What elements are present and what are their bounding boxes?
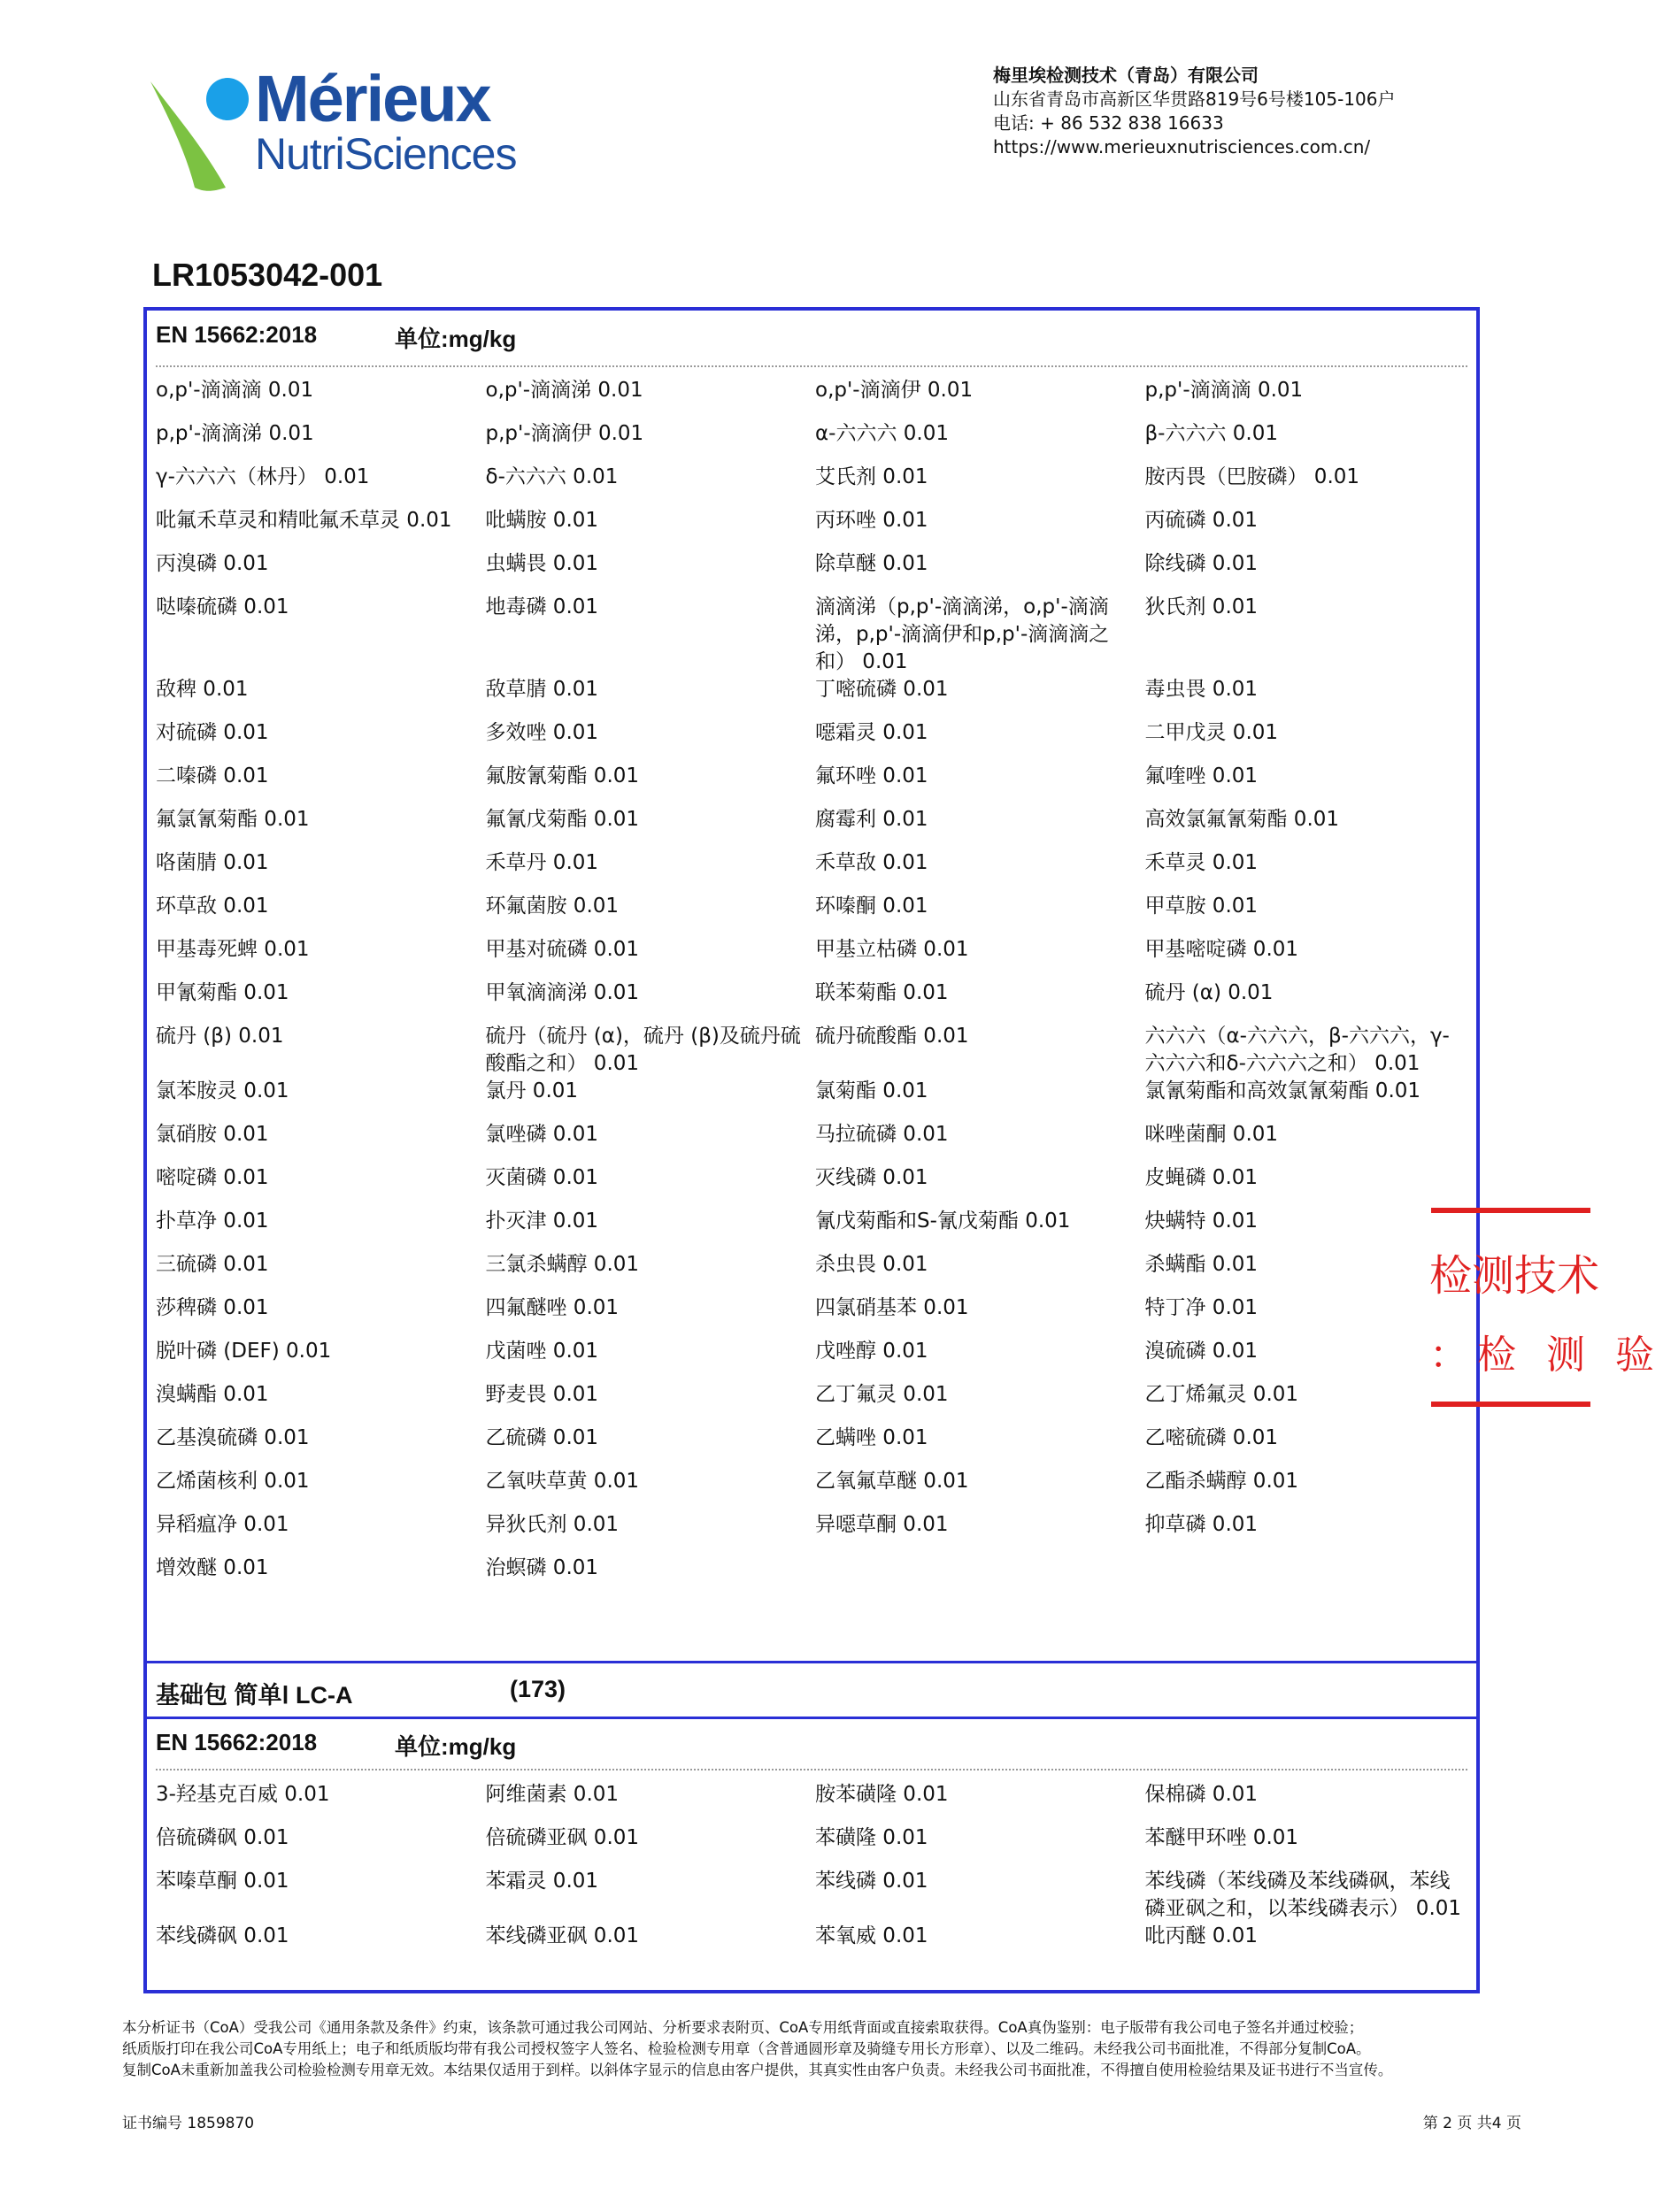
analyte-cell: 六六六（α-六六六，β-六六六，γ-六六六和δ-六六六之和） 0.01 [1144,1025,1450,1075]
analyte-cell: p,p'-滴滴伊 0.01 [485,422,644,445]
analyte-cell: o,p'-滴滴涕 0.01 [485,379,643,402]
table-row [156,377,1474,420]
analyte-cell: 氟氯氰菊酯 0.01 [156,808,310,831]
table-row [156,936,1474,979]
analyte-cell: 氯氰菊酯和高效氯氰菊酯 0.01 [1144,1079,1421,1102]
analyte-cell: 氟氰戊菊酯 0.01 [485,808,640,831]
table-row [156,1121,1474,1164]
divider [147,1661,1476,1663]
analyte-cell: 扑灭津 0.01 [485,1210,599,1233]
table-row [156,1923,1474,1966]
analyte-cell: 硫丹（硫丹 (α)，硫丹 (β)及硫丹硫酸酯之和） 0.01 [485,1025,801,1075]
section2-unit: 单位:mg/kg [395,1733,517,1760]
table-row [156,1251,1474,1294]
divider [156,365,1467,367]
analyte-cell: 特丁净 0.01 [1144,1296,1259,1319]
package-name: 基础包 简单Ⅰ LC-A [156,1682,353,1709]
company-phone: 电话: + 86 532 838 16633 [993,112,1224,134]
analyte-cell: 皮蝇磷 0.01 [1144,1166,1259,1189]
analyte-cell: 保棉磷 0.01 [1144,1783,1259,1806]
table-row [156,550,1474,594]
analyte-cell: 环氟菌胺 0.01 [485,895,620,918]
footer-line: 复制CoA未重新加盖我公司检验检测专用章无效。本结果仅适用于到样。以斜体字显示的信息由客户提供，其真实性由客户负责。未经我公司书面批准，不得擅自使用检验结果及证书进行不当宣传。 [122,2062,1393,2078]
divider [147,1717,1476,1719]
analyte-cell: 氟喹唑 0.01 [1144,764,1259,787]
analyte-cell: 氯硝胺 0.01 [156,1123,269,1146]
analyte-cell: 联苯菊酯 0.01 [815,981,949,1004]
analyte-cell [815,1555,1145,1598]
table-row [156,464,1474,507]
analyte-cell: 虫螨畏 0.01 [485,552,599,575]
analyte-cell: 地毒磷 0.01 [485,595,599,618]
analyte-cell: 丙环唑 0.01 [815,509,928,532]
analyte-cell: 异噁草酮 0.01 [815,1513,949,1536]
analyte-cell: 噁霜灵 0.01 [815,721,928,744]
analyte-cell: 禾草灵 0.01 [1144,851,1259,874]
table-row [156,420,1474,464]
analyte-cell: 多效唑 0.01 [485,721,599,744]
analyte-cell: 丙溴磷 0.01 [156,552,269,575]
analyte-cell: 艾氏剂 0.01 [815,465,928,488]
analyte-cell: p,p'-滴滴滴 0.01 [1144,379,1304,402]
stamp-text-2: ：检 测 验 [1429,1333,1663,1378]
logo-text-nutrisciences: NutriSciences [255,129,517,179]
footer-disclaimer [122,2017,1503,2081]
analyte-cell: 杀螨酯 0.01 [1144,1253,1259,1276]
table-row [156,1338,1474,1381]
analyte-cell: 阿维菌素 0.01 [485,1783,620,1806]
table-row [156,1824,1474,1868]
table-row [156,1208,1474,1251]
table-row [156,1511,1474,1555]
section1-unit: 单位:mg/kg [395,326,517,352]
analyte-cell: 吡丙醚 0.01 [1144,1924,1259,1947]
analyte-cell: 腐霉利 0.01 [815,808,928,831]
table-row [156,1294,1474,1338]
analyte-cell: 氯唑磷 0.01 [485,1123,599,1146]
analyte-cell: 苯线磷 0.01 [815,1870,928,1893]
analyte-cell: 甲基毒死蜱 0.01 [156,938,310,961]
analyte-cell: 氟胺氰菊酯 0.01 [485,764,640,787]
analyte-cell: 咪唑菌酮 0.01 [1144,1123,1279,1146]
analyte-cell: 对硫磷 0.01 [156,721,269,744]
analyte-cell: 3-羟基克百威 0.01 [156,1783,330,1806]
analyte-cell: 三硫磷 0.01 [156,1253,269,1276]
analyte-cell: 乙丁氟灵 0.01 [815,1383,949,1406]
analyte-cell: 异狄氏剂 0.01 [485,1513,620,1536]
table-row [156,719,1474,763]
analyte-cell: 甲基对硫磷 0.01 [485,938,640,961]
analyte-cell: 甲草胺 0.01 [1144,895,1259,918]
analyte-cell: 溴螨酯 0.01 [156,1383,269,1406]
section2-grid [156,1781,1474,1966]
company-info [993,64,1395,159]
analyte-cell: 甲氧滴滴涕 0.01 [485,981,640,1004]
analyte-cell: β-六六六 0.01 [1144,422,1278,445]
analyte-cell: 咯菌腈 0.01 [156,851,269,874]
analyte-cell: 三氯杀螨醇 0.01 [485,1253,640,1276]
analyte-cell: 苯磺隆 0.01 [815,1826,928,1849]
analyte-cell: 异稻瘟净 0.01 [156,1513,289,1536]
analyte-cell: 增效醚 0.01 [156,1556,269,1579]
analyte-cell: 除线磷 0.01 [1144,552,1259,575]
table-row [156,1381,1474,1425]
analyte-cell: o,p'-滴滴伊 0.01 [815,379,974,402]
analyte-cell: 扑草净 0.01 [156,1210,269,1233]
analyte-cell: 乙氧氟草醚 0.01 [815,1470,969,1493]
analyte-cell: 滴滴涕（p,p'-滴滴涕，o,p'-滴滴涕，p,p'-滴滴伊和p,p'-滴滴滴之和） 0.01 [815,595,1110,673]
analyte-cell: 苯线磷亚砜 0.01 [485,1924,640,1947]
analyte-cell: 除草醚 0.01 [815,552,928,575]
analyte-cell: 戊唑醇 0.01 [815,1340,928,1363]
analyte-cell: 乙螨唑 0.01 [815,1426,928,1449]
analyte-cell: 戊菌唑 0.01 [485,1340,599,1363]
analyte-cell: 乙烯菌核利 0.01 [156,1470,310,1493]
analyte-cell: α-六六六 0.01 [815,422,949,445]
analyte-cell: 甲基立枯磷 0.01 [815,938,969,961]
analyte-cell: 抑草磷 0.01 [1144,1513,1259,1536]
analyte-cell: 四氯硝基苯 0.01 [815,1296,969,1319]
package-count: (173) [510,1676,566,1702]
analyte-cell: 莎稗磷 0.01 [156,1296,269,1319]
table-row [156,507,1474,550]
table-row [156,1425,1474,1468]
analyte-cell: o,p'-滴滴滴 0.01 [156,379,314,402]
analyte-cell: 二嗪磷 0.01 [156,764,269,787]
logo-leaf-icon [142,64,257,196]
stamp-text-1: 检测技术 [1429,1251,1600,1301]
company-name: 梅里埃检测技术（青岛）有限公司 [993,65,1259,86]
company-address: 山东省青岛市高新区华贯路819号6号楼105-106户 [993,88,1396,110]
analyte-cell: 高效氯氟氰菊酯 0.01 [1144,808,1340,831]
table-row [156,763,1474,806]
table-row [156,594,1474,676]
package-header [156,1676,566,1710]
analyte-cell: 苯线磷砜 0.01 [156,1924,289,1947]
analyte-cell: 硫丹 (β) 0.01 [156,1025,284,1048]
table-row [156,676,1474,719]
analyte-cell: 硫丹 (α) 0.01 [1144,981,1274,1004]
analyte-cell: 哒嗪硫磷 0.01 [156,595,289,618]
analyte-cell: 乙硫磷 0.01 [485,1426,599,1449]
analyte-cell: 嘧啶磷 0.01 [156,1166,269,1189]
table-row [156,849,1474,893]
section1-grid [156,377,1474,1598]
analyte-cell: 吡螨胺 0.01 [485,509,599,532]
table-row [156,1078,1474,1121]
table-row [156,1868,1474,1923]
analyte-cell: 敌稗 0.01 [156,678,249,701]
seal-stamp [1429,1208,1663,1407]
analyte-cell: 四氟醚唑 0.01 [485,1296,620,1319]
analyte-cell: 环嗪酮 0.01 [815,895,928,918]
analyte-cell: 乙嘧硫磷 0.01 [1144,1426,1279,1449]
divider [156,1769,1467,1770]
analyte-cell: 炔螨特 0.01 [1144,1210,1259,1233]
analyte-cell: 甲氰菊酯 0.01 [156,981,289,1004]
table-row [156,1164,1474,1208]
analyte-cell: 苯线磷（苯线磷及苯线磷砜，苯线磷亚砜之和，以苯线磷表示） 0.01 [1144,1870,1462,1920]
table-row [156,893,1474,936]
analyte-cell [1145,1555,1475,1598]
section1-method: EN 15662:2018 [156,321,318,348]
footer-line: 纸质版打印在我公司CoA专用纸上；电子和纸质版均带有我公司授权签字人签名、检验检测专用章（含普通圆形章及骑缝专用长方形章）、以及二维码。未经我公司书面批准，不得部分复制CoA。 [122,2040,1371,2057]
analyte-cell: 杀虫畏 0.01 [815,1253,928,1276]
analyte-cell: 灭菌磷 0.01 [485,1166,599,1189]
page-number: 第 2 页 共4 页 [1422,2115,1521,2132]
analyte-cell: 倍硫磷砜 0.01 [156,1826,289,1849]
table-row [156,1781,1474,1824]
footer-line: 本分析证书（CoA）受我公司《通用条款及条件》约束，该条款可通过我公司网站、分析要求表附页、CoA专用纸背面或直接索取获得。CoA真伪鉴别：电子版带有我公司电子签名并通过校验； [122,2019,1364,2036]
analyte-cell: 乙基溴硫磷 0.01 [156,1426,310,1449]
certificate-number: 证书编号 1859870 [122,2115,255,2132]
analyte-cell: 马拉硫磷 0.01 [815,1123,949,1146]
analyte-cell: 氯丹 0.01 [485,1079,579,1102]
analyte-cell: 治螟磷 0.01 [485,1556,599,1579]
analyte-cell: 倍硫磷亚砜 0.01 [485,1826,640,1849]
analyte-cell: 溴硫磷 0.01 [1144,1340,1259,1363]
analyte-cell: 苯氧威 0.01 [815,1924,928,1947]
analyte-cell: 氰戊菊酯和S-氰戊菊酯 0.01 [815,1210,1071,1233]
analyte-cell: 乙酯杀螨醇 0.01 [1144,1470,1299,1493]
analyte-cell: 胺苯磺隆 0.01 [815,1783,949,1806]
table-row [156,1468,1474,1511]
analyte-cell: p,p'-滴滴涕 0.01 [156,422,314,445]
analyte-cell: 硫丹硫酸酯 0.01 [815,1025,969,1048]
analyte-cell: γ-六六六（林丹） 0.01 [156,465,370,488]
analyte-cell: 野麦畏 0.01 [485,1383,599,1406]
analyte-cell: 胺丙畏（巴胺磷） 0.01 [1144,465,1360,488]
analyte-cell: δ-六六六 0.01 [485,465,619,488]
analyte-cell: 乙丁烯氟灵 0.01 [1144,1383,1299,1406]
analyte-cell: 禾草丹 0.01 [485,851,599,874]
analyte-cell: 狄氏剂 0.01 [1144,595,1259,618]
company-website[interactable]: https://www.merieuxnutrisciences.com.cn/ [993,136,1371,157]
table-row [156,806,1474,849]
analyte-cell: 氯苯胺灵 0.01 [156,1079,289,1102]
analyte-cell: 氟环唑 0.01 [815,764,928,787]
analyte-cell: 氯菊酯 0.01 [815,1079,928,1102]
analyte-cell: 乙氧呋草黄 0.01 [485,1470,640,1493]
analyte-cell: 禾草敌 0.01 [815,851,928,874]
table-row [156,1555,1474,1598]
company-logo [142,64,531,196]
analyte-cell: 毒虫畏 0.01 [1144,678,1259,701]
section2-method: EN 15662:2018 [156,1729,318,1755]
report-id: LR1053042-001 [152,257,383,293]
analyte-cell: 苯霜灵 0.01 [485,1870,599,1893]
analyte-cell: 丙硫磷 0.01 [1144,509,1259,532]
analyte-cell: 灭线磷 0.01 [815,1166,928,1189]
analyte-cell: 吡氟禾草灵和精吡氟禾草灵 0.01 [156,509,452,532]
analyte-cell: 甲基嘧啶磷 0.01 [1144,938,1299,961]
analyte-cell: 环草敌 0.01 [156,895,269,918]
logo-text-merieux: Mérieux [255,62,490,135]
analyte-cell: 苯嗪草酮 0.01 [156,1870,289,1893]
results-table [143,307,1480,1993]
analyte-cell: 二甲戊灵 0.01 [1144,721,1279,744]
analyte-cell: 脱叶磷 (DEF) 0.01 [156,1340,332,1363]
analyte-cell: 苯醚甲环唑 0.01 [1144,1826,1299,1849]
analyte-cell: 敌草腈 0.01 [485,678,599,701]
analyte-cell: 丁嘧硫磷 0.01 [815,678,949,701]
table-row [156,979,1474,1023]
table-row [156,1023,1474,1078]
